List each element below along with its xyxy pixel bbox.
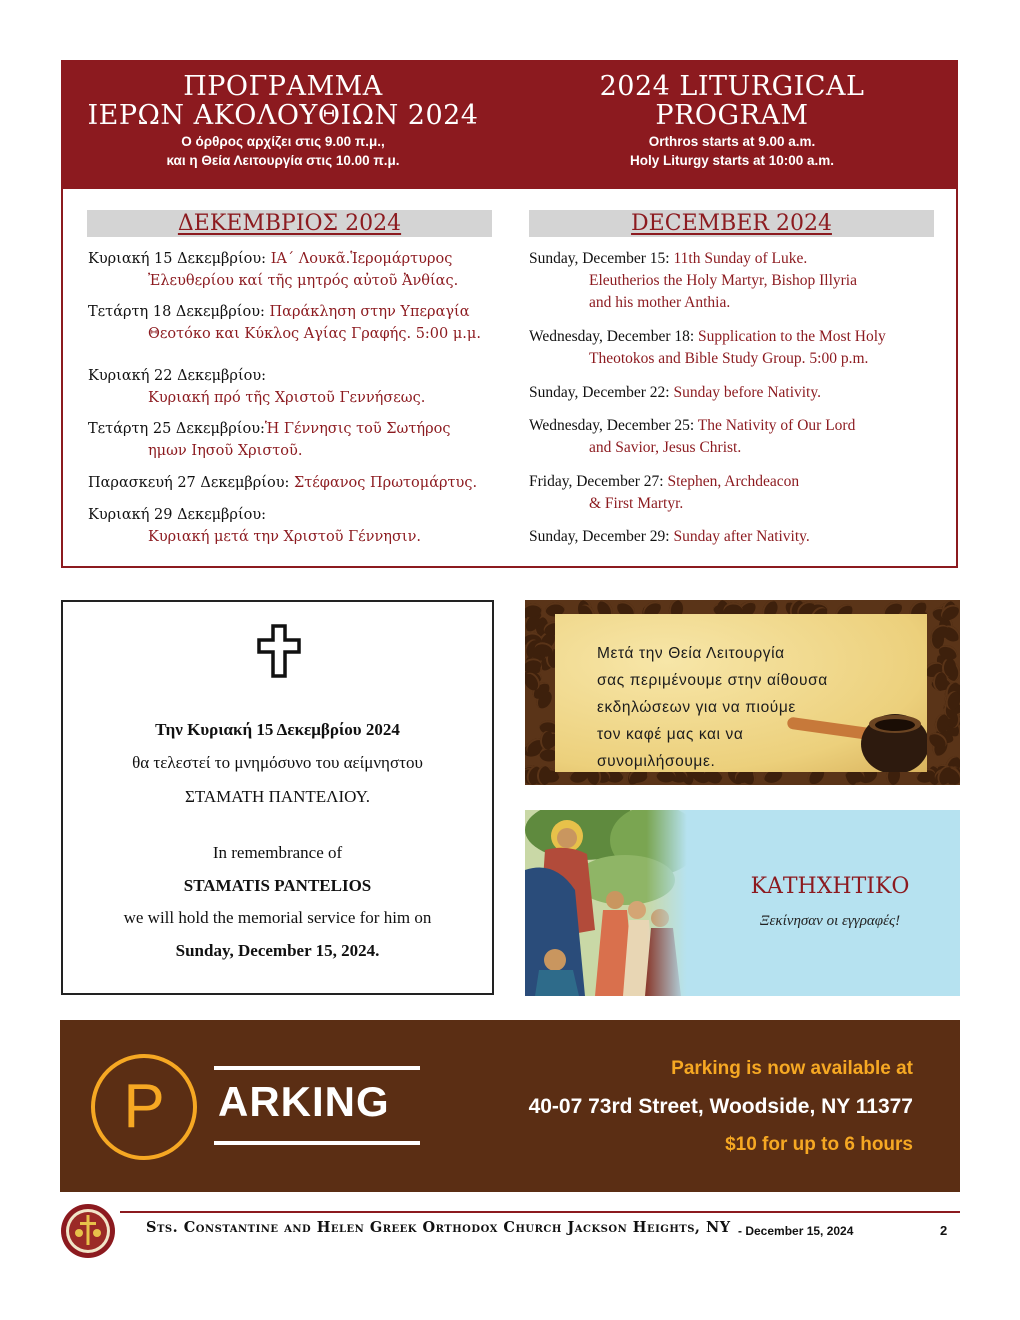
memorial-greek-date: Την Κυριακή 15 Δεκεμβρίου 2024 <box>155 720 400 739</box>
entry-date: Wednesday, December 25: <box>529 417 695 434</box>
coffee-pot-icon <box>777 698 927 772</box>
parking-word: ARKING <box>218 1078 390 1125</box>
coffee-line: εκδηλώσεων για να πιούμε <box>597 699 796 716</box>
entry-text: 11th Sunday of Luke. <box>673 250 808 267</box>
english-entry <box>529 382 949 404</box>
liturgical-program-box <box>61 60 958 568</box>
entry-continuation: Κυριακή πρό τῆς Χριστοῦ Γεννήσεως. <box>148 390 426 406</box>
entry-text: Stephen, Archdeacon <box>667 473 800 490</box>
page-number: 2 <box>940 1223 948 1238</box>
entry-continuation: Theotokos and Bible Study Group. 5:00 p.m. <box>589 350 869 367</box>
english-entry <box>529 526 949 548</box>
memorial-notice <box>61 600 494 995</box>
english-entry <box>529 248 949 314</box>
entry-date: Τετάρτη 25 Δεκεμβρίου: <box>88 421 265 437</box>
entry-continuation: ημων Ιησοῦ Χριστοῦ. <box>148 443 303 459</box>
english-subtitle-line2: Holy Liturgy starts at 10:00 a.m. <box>629 153 835 168</box>
coffee-parchment <box>555 614 927 772</box>
entry-date: Sunday, December 22: <box>529 384 670 401</box>
entry-date: Sunday, December 29: <box>529 528 670 545</box>
greek-entry <box>88 301 518 345</box>
english-month-label: DECEMBER 2024 <box>631 211 832 236</box>
entry-continuation: and his mother Anthia. <box>589 294 731 311</box>
entry-continuation: Θεοτόκο και Κύκλος Αγίας Γραφής. 5:00 μ.μ. <box>148 326 481 342</box>
entry-text: Sunday after Nativity. <box>673 528 810 545</box>
parking-p-letter: P <box>123 1072 165 1141</box>
church-seal-icon <box>60 1203 116 1259</box>
parking-banner <box>60 1020 960 1192</box>
entry-text: The Nativity of Our Lord <box>697 417 856 434</box>
entry-continuation: Κυριακή μετά την Χριστοῦ Γέννησιν. <box>148 529 422 545</box>
entry-text: Παράκληση στην Υπεραγία <box>269 304 470 320</box>
parking-address: 40-07 73rd Street, Woodside, NY 11377 <box>528 1095 913 1118</box>
english-header <box>512 72 952 170</box>
entry-text: Supplication to the Most Holy <box>698 328 886 345</box>
greek-header <box>63 72 503 170</box>
greek-entry <box>88 248 518 292</box>
greek-subtitle-line1: Ο όρθρος αρχίζει στις 9.00 π.μ., <box>181 134 385 149</box>
entry-date: Wednesday, December 18: <box>529 328 695 345</box>
parking-availability: Parking is now available at <box>671 1058 913 1079</box>
catechism-subtitle: Ξεκίνησαν οι εγγραφές! <box>759 913 901 929</box>
coffee-hour-banner <box>525 600 960 785</box>
program-header <box>63 62 956 189</box>
english-month-heading <box>529 210 934 237</box>
footer-divider <box>120 1211 960 1213</box>
greek-entry <box>88 504 518 548</box>
memorial-english-name: STAMATIS PANTELIOS <box>183 876 372 895</box>
memorial-greek-text: θα τελεστεί το μνημόσυνο του αείμνηστου <box>132 753 423 772</box>
entry-text: Ἡ Γέννησις τοῦ Σωτήρος <box>264 421 451 437</box>
memorial-english-text: we will hold the memorial service for him on <box>123 908 432 927</box>
entry-date: Κυριακή 22 Δεκεμβρίου: <box>88 368 267 384</box>
greek-month-label: ΔΕΚΕΜΒΡΙΟΣ 2024 <box>177 211 402 236</box>
greek-entry <box>88 418 518 462</box>
coffee-line: σας περιμένουμε στην αίθουσα <box>597 672 828 689</box>
cross-icon <box>257 624 301 678</box>
entry-text: Sunday before Nativity. <box>673 384 821 401</box>
entry-date: Κυριακή 15 Δεκεμβρίου: <box>88 251 267 267</box>
english-title-line1: 2024 LITURGICAL <box>599 71 865 102</box>
entry-date: Παρασκευή 27 Δεκεμβρίου: <box>88 475 290 491</box>
greek-entry <box>88 472 518 494</box>
coffee-line: Μετά την Θεία Λειτουργία <box>597 645 785 662</box>
memorial-english-date: Sunday, December 15, 2024. <box>175 941 380 960</box>
entry-continuation: and Savior, Jesus Christ. <box>589 439 742 456</box>
parking-price: $10 for up to 6 hours <box>725 1134 913 1155</box>
entry-date: Friday, December 27: <box>529 473 664 490</box>
catechism-title: ΚΑΤΗΧΗΤΙΚΟ <box>750 874 910 899</box>
footer-church-name: Sts. Constantine and Helen Greek Orthodox Church Jackson Heights, NY <box>146 1219 731 1236</box>
entry-continuation: Eleutherios the Holy Martyr, Bishop Illyria <box>589 272 857 289</box>
english-entry <box>529 326 949 370</box>
parking-rule-top <box>214 1066 420 1070</box>
greek-subtitle-line2: και η Θεία Λειτουργία στις 10.00 π.μ. <box>166 153 400 168</box>
english-entry <box>529 471 949 515</box>
coffee-line: συνομιλήσουμε. <box>597 753 716 770</box>
entry-date: Sunday, December 15: <box>529 250 670 267</box>
entry-text: Στέφανος Πρωτομάρτυς. <box>294 475 478 491</box>
parking-p-icon <box>91 1054 197 1160</box>
footer-date: - December 15, 2024 <box>738 1224 854 1238</box>
entry-date: Τετάρτη 18 Δεκεμβρίου: <box>88 304 265 320</box>
english-entry <box>529 415 949 459</box>
greek-title-line1: ΠΡΟΓΡΑΜΜΑ <box>183 71 383 102</box>
coffee-line: τον καφέ μας και να <box>597 726 744 743</box>
english-title-line2: PROGRAM <box>655 100 809 131</box>
entry-date: Κυριακή 29 Δεκεμβρίου: <box>88 507 267 523</box>
christ-with-children-icon <box>525 810 687 996</box>
entry-text: ΙΑ΄ Λουκᾶ.Ἱερομάρτυρος <box>270 251 453 267</box>
memorial-english-intro: In remembrance of <box>212 843 343 862</box>
catechism-banner <box>525 810 960 996</box>
greek-title-line2: ΙΕΡΩΝ ΑΚΟΛΟΥΘΙΩΝ 2024 <box>87 100 479 131</box>
english-subtitle-line1: Orthros starts at 9.00 a.m. <box>648 134 816 149</box>
memorial-greek-name: ΣΤΑΜΑΤΗ ΠΑΝΤΕΛΙΟΥ. <box>184 787 371 806</box>
entry-continuation: Ἐλευθερίου καί τῆς μητρός αὐτοῦ Ἀνθίας. <box>148 273 459 289</box>
parking-rule-bottom <box>214 1141 420 1145</box>
greek-month-heading <box>87 210 492 237</box>
greek-entry <box>88 365 518 409</box>
entry-continuation: & First Martyr. <box>589 495 684 512</box>
